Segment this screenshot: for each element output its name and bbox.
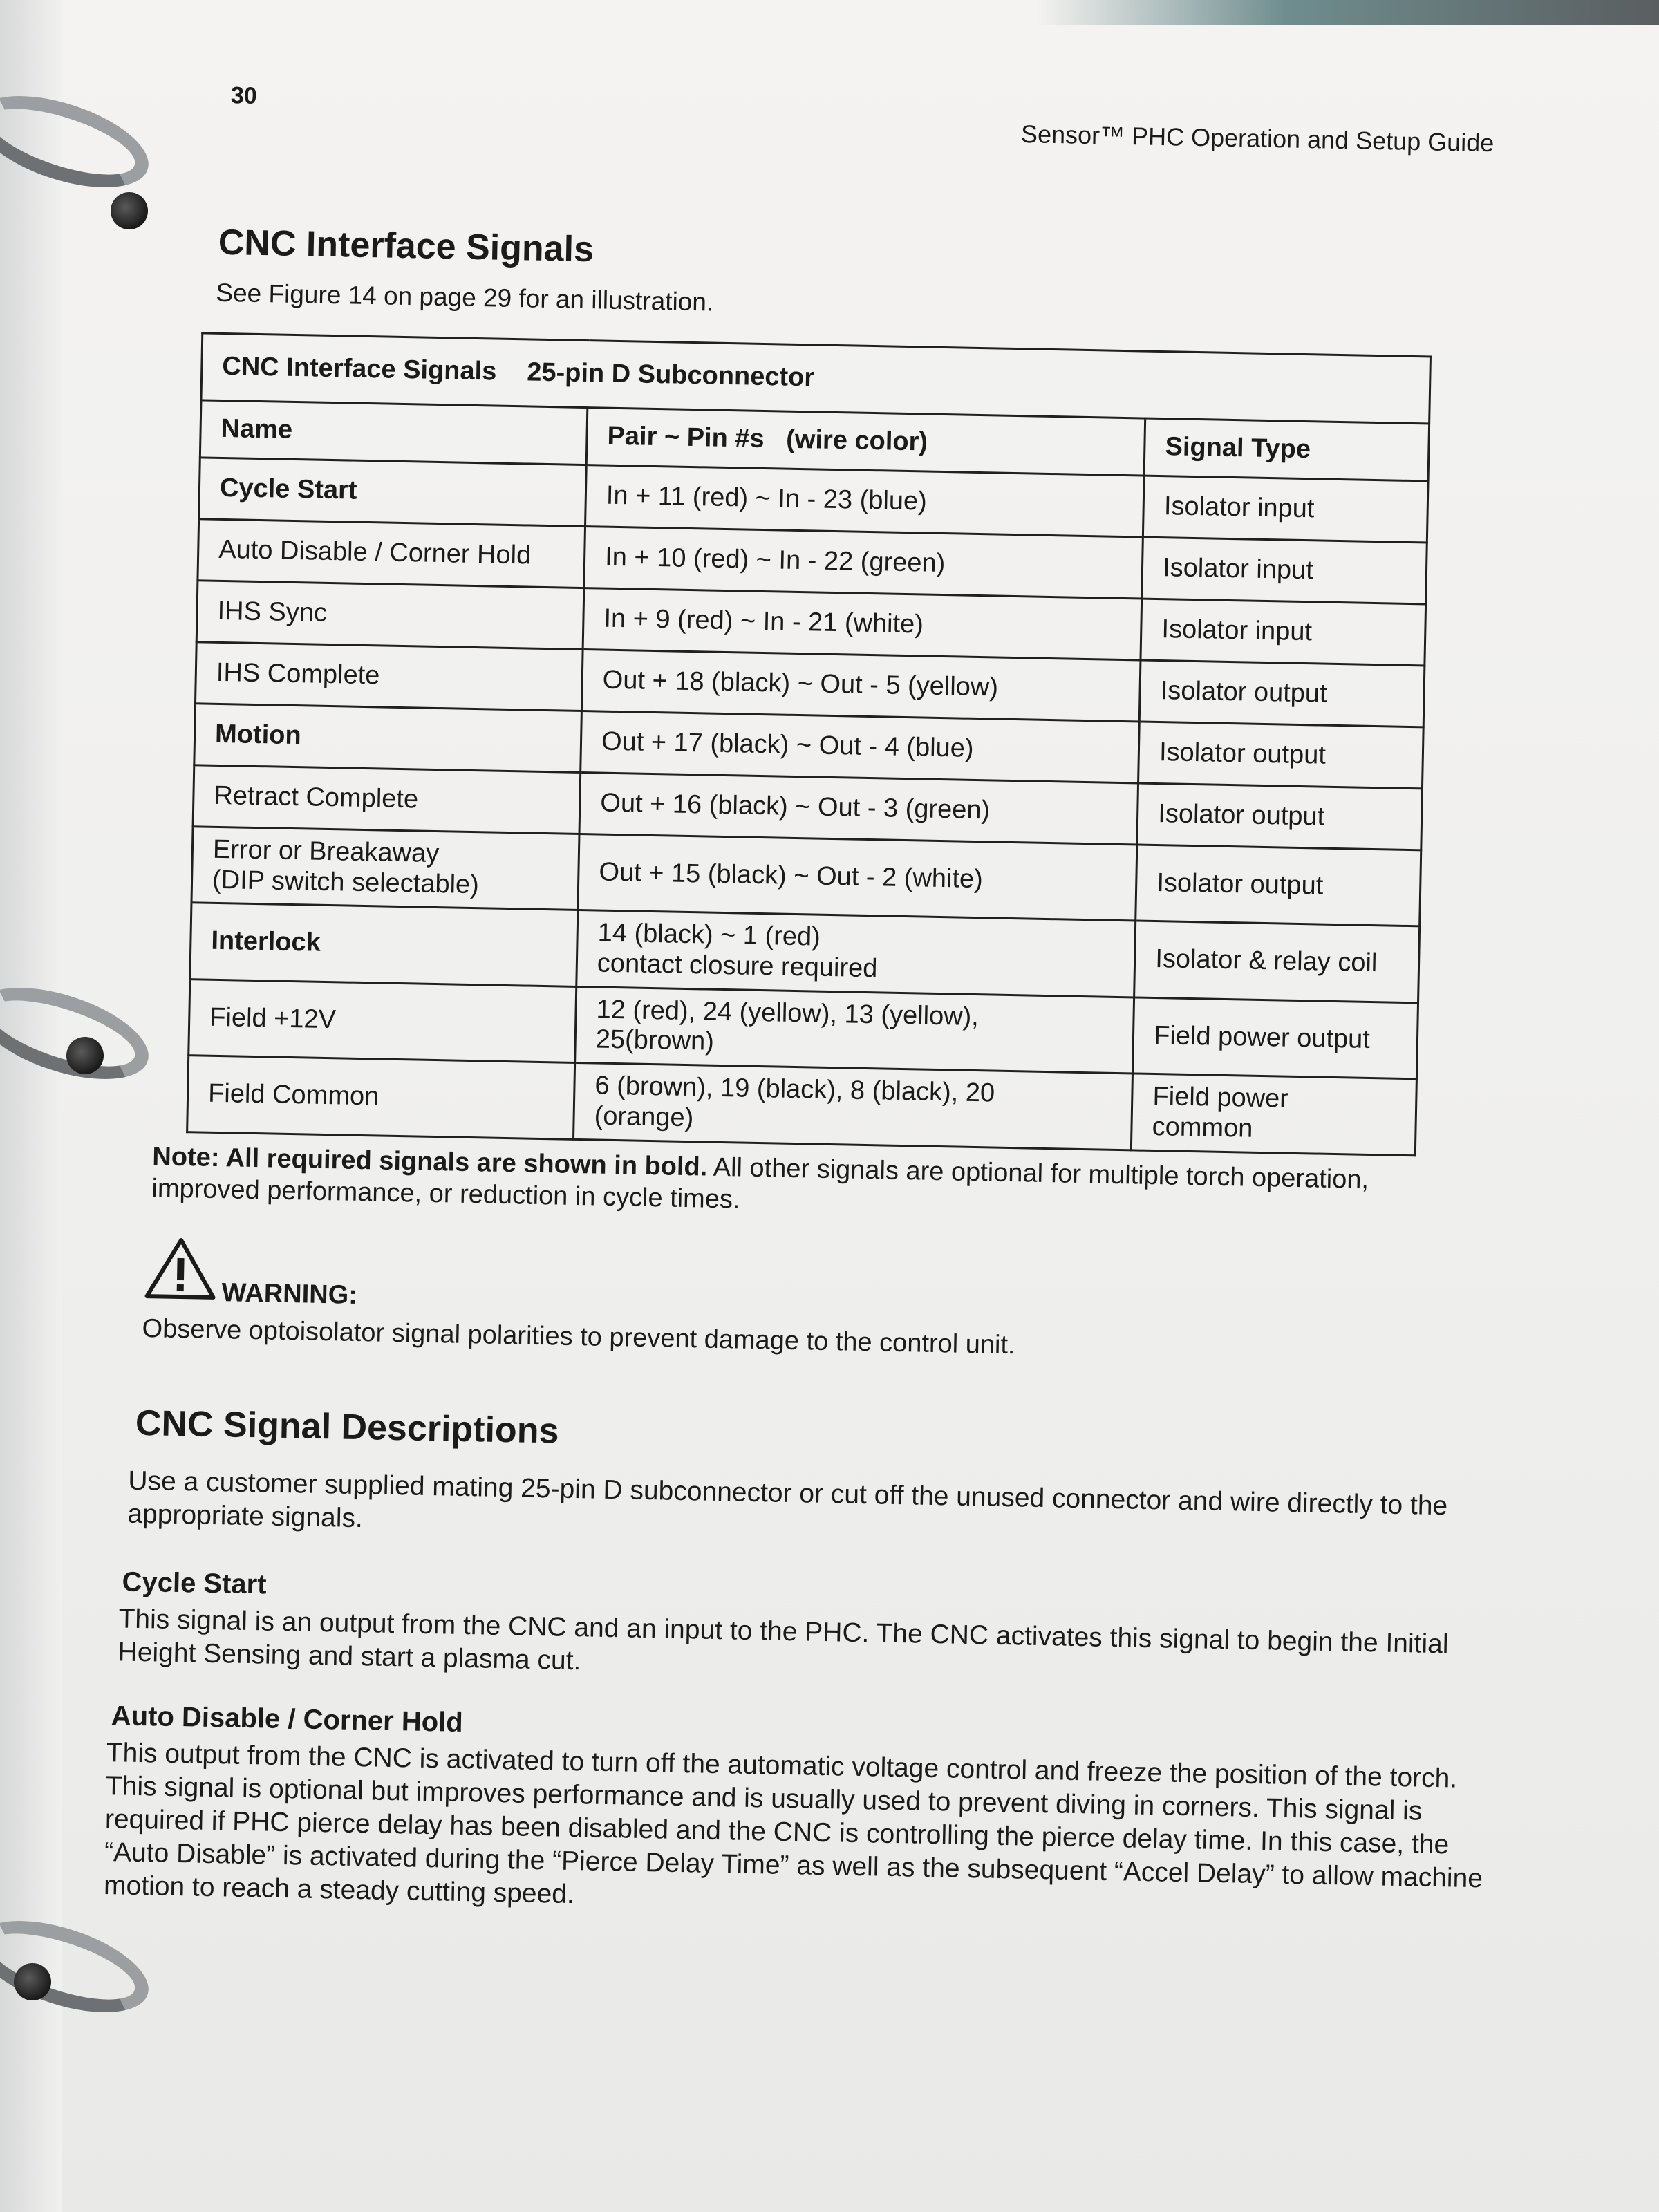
signal-name: IHS Sync [196, 581, 584, 650]
signal-pins: 14 (black) ~ 1 (red) contact closure required [577, 910, 1136, 997]
table-title: CNC Interface Signals [221, 352, 497, 386]
column-header-name: Name [200, 400, 588, 465]
warning-label: WARNING: [221, 1278, 358, 1310]
column-header-pair: Pair ~ Pin #s (wire color) [586, 408, 1145, 476]
table-note [151, 1141, 1438, 1229]
signal-type: Field power output [1133, 997, 1418, 1079]
paragraph-auto-disable: This output from the CNC is activated to turn off the automatic voltage control and freeze the position of the torch. This signal is optional but improves performance and is usually used to prevent diving in corners. This signal is required if PHC pierce delay has been disabled and the CNC is controlling the pierce delay time. In this case, the “Auto Disable” is activated during the “Pierce Delay Time” as well as the subsequent “Accel Delay” to allow machine motion to reach a steady cutting speed. [103, 1738, 1483, 1909]
signal-type: Field power common [1132, 1074, 1417, 1155]
subheading-cycle-start: Cycle Start [122, 1566, 267, 1600]
signal-pins: 6 (brown), 19 (black), 8 (black), 20 (orange) [574, 1063, 1133, 1150]
column-header-signal-type: Signal Type [1144, 418, 1429, 481]
signal-name: Field Common [187, 1056, 575, 1139]
signal-type: Isolator & relay coil [1134, 921, 1420, 1002]
section-intro: See Figure 14 on page 29 for an illustration. [216, 278, 714, 317]
signal-name: Motion [194, 704, 582, 773]
signal-pins: In + 10 (red) ~ In - 22 (green) [584, 527, 1143, 599]
signal-pins: Out + 18 (black) ~ Out - 5 (yellow) [581, 650, 1141, 722]
signal-name: Auto Disable / Corner Hold [198, 519, 585, 588]
signal-type: Isolator output [1137, 783, 1422, 850]
signal-pins: Out + 17 (black) ~ Out - 4 (blue) [581, 711, 1140, 783]
signal-type: Isolator input [1142, 537, 1427, 604]
descriptions-intro: Use a customer supplied mating 25-pin D subconnector or cut off the unused connector and wire directly to the appropriate signals. [127, 1465, 1448, 1533]
signal-pins: In + 11 (red) ~ In - 23 (blue) [585, 465, 1145, 537]
table-subtitle: 25-pin D Subconnector [526, 357, 815, 393]
signal-name: Error or Breakaway (DIP switch selectable) [191, 827, 579, 910]
signal-pins: In + 9 (red) ~ In - 21 (white) [583, 588, 1142, 660]
note-text: All other signals are optional for multiple torch operation, improved performance, or reduction in cycle times. [151, 1152, 1369, 1215]
note-bold-text: Note: All required signals are shown in bold. [152, 1142, 708, 1182]
signal-type: Isolator output [1138, 722, 1423, 789]
signal-type: Isolator output [1136, 845, 1421, 926]
subheading-auto-disable: Auto Disable / Corner Hold [111, 1700, 464, 1738]
signal-type: Isolator input [1143, 476, 1428, 543]
signal-name: Retract Complete [193, 765, 581, 834]
signal-name: IHS Complete [196, 642, 583, 711]
signal-name: Interlock [190, 903, 578, 986]
signals-table [186, 332, 1432, 1156]
signal-type: Isolator output [1139, 660, 1424, 727]
section-heading-interface-signals: CNC Interface Signals [218, 222, 594, 270]
signal-type: Isolator input [1141, 599, 1425, 666]
signal-name: Field +12V [189, 979, 577, 1062]
signal-pins: Out + 16 (black) ~ Out - 3 (green) [579, 772, 1138, 844]
signal-pins: Out + 15 (black) ~ Out - 2 (white) [578, 834, 1137, 921]
warning-text: Observe optoisolator signal polarities to prevent damage to the control unit. [142, 1313, 1015, 1360]
running-head: Sensor™ PHC Operation and Setup Guide [1020, 120, 1494, 158]
page-number: 30 [230, 82, 258, 109]
signal-pins: 12 (red), 24 (yellow), 13 (yellow), 25(brown) [575, 986, 1134, 1074]
section-heading-signal-descriptions: CNC Signal Descriptions [135, 1403, 560, 1452]
signal-name: Cycle Start [199, 458, 587, 527]
warning-triangle-icon [144, 1237, 217, 1300]
paragraph-cycle-start: This signal is an output from the CNC and an input to the PHC. The CNC activates this signal to begin the Initial Height Sensing and start a plasma cut. [118, 1604, 1449, 1676]
